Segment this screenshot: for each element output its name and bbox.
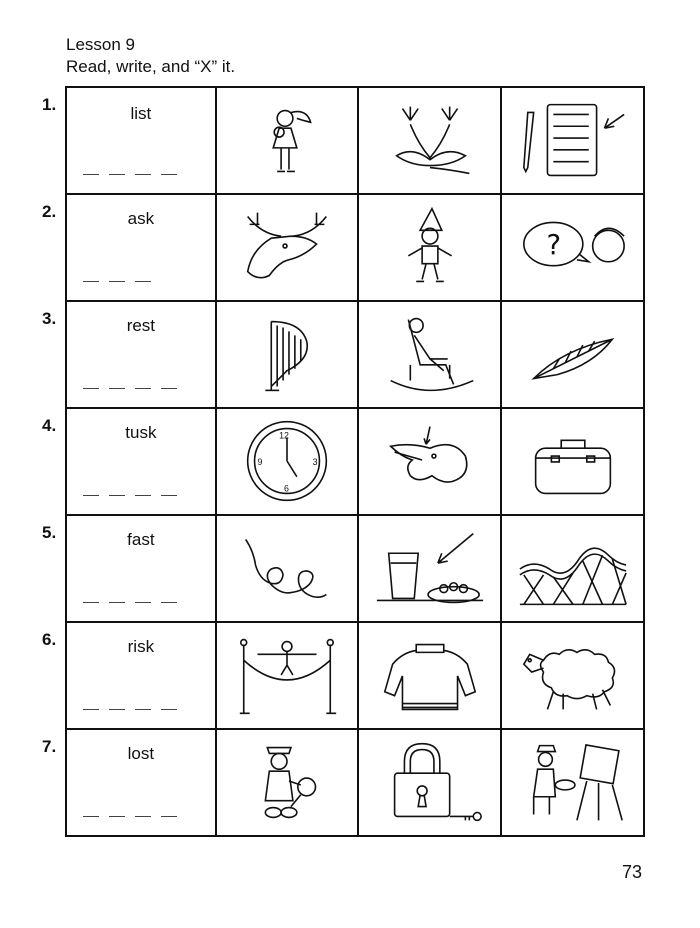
word-label: lost [127, 744, 155, 763]
roller-coaster-icon [514, 522, 632, 614]
padlock-and-key-icon [371, 736, 489, 828]
elephant-head-icon [371, 415, 489, 507]
picture-cell-moose-head[interactable] [217, 193, 360, 302]
worksheet-grid [42, 86, 645, 837]
lesson-title: Lesson 9 [66, 35, 135, 54]
svg-text:3: 3 [312, 456, 318, 467]
picture-cell-sheep[interactable] [502, 621, 645, 730]
picture-cell-feather[interactable] [502, 300, 645, 409]
question-speech-bubble-icon [514, 201, 632, 293]
picture-cell-tightrope-walker[interactable] [217, 621, 360, 730]
row-number: 6. [42, 630, 57, 649]
write-blanks[interactable] [83, 816, 177, 817]
write-blanks[interactable] [83, 709, 177, 710]
picture-cell-suitcase[interactable] [502, 407, 645, 516]
sheep-icon [514, 629, 632, 721]
worksheet-row [42, 623, 645, 730]
numbered-list-icon [514, 95, 632, 187]
moose-head-icon [228, 201, 346, 293]
picture-cell-numbered-list[interactable] [502, 88, 645, 195]
svg-text:12: 12 [279, 429, 290, 440]
write-blanks[interactable] [83, 602, 177, 603]
picture-cell-elephant-head[interactable] [359, 407, 502, 516]
instructions: Read, write, and “X” it. [66, 57, 236, 76]
word-cell [67, 193, 217, 302]
picture-cell-thistle-plant[interactable] [359, 88, 502, 195]
worksheet-row [42, 730, 645, 837]
picture-cell-girl-with-flower[interactable] [217, 88, 360, 195]
worksheet-row [42, 516, 645, 623]
picture-cell-painter-at-easel[interactable] [502, 728, 645, 837]
glass-and-cookies-icon [371, 522, 489, 614]
worksheet-row [42, 195, 645, 302]
picture-cell-padlock-and-key[interactable] [359, 728, 502, 837]
word-cell [67, 407, 217, 516]
picture-cell-harp[interactable] [217, 300, 360, 409]
picture-cell-clock[interactable] [217, 407, 360, 516]
lesson-header [66, 34, 235, 78]
row-number: 2. [42, 202, 57, 221]
row-number: 5. [42, 523, 57, 542]
picture-cell-glass-and-cookies[interactable] [359, 514, 502, 623]
rope-coil-icon [228, 522, 346, 614]
word-label: list [130, 104, 152, 123]
write-blanks[interactable] [83, 281, 151, 282]
picture-cell-detective-with-magnifier[interactable] [217, 728, 360, 837]
word-label: ask [127, 209, 155, 228]
picture-cell-sweater[interactable] [359, 621, 502, 730]
painter-at-easel-icon [514, 736, 632, 828]
harp-icon [228, 308, 346, 400]
word-label: risk [127, 637, 155, 656]
page-number: 73 [621, 862, 642, 882]
sweater-icon [371, 629, 489, 721]
write-blanks[interactable] [83, 388, 177, 389]
write-blanks[interactable] [83, 174, 177, 175]
row-number: 3. [42, 309, 57, 328]
svg-text:6: 6 [284, 482, 290, 493]
svg-text:9: 9 [257, 456, 263, 467]
person-in-rocking-chair-icon [371, 308, 489, 400]
suitcase-icon [514, 415, 632, 507]
picture-cell-elf[interactable] [359, 193, 502, 302]
write-blanks[interactable] [83, 495, 177, 496]
word-cell [67, 728, 217, 837]
clock-icon [228, 415, 346, 507]
word-cell [67, 514, 217, 623]
elf-icon [371, 201, 489, 293]
tightrope-walker-icon [228, 629, 346, 721]
worksheet-row [42, 302, 645, 409]
row-number: 7. [42, 737, 57, 756]
word-cell [67, 621, 217, 730]
row-number: 4. [42, 416, 57, 435]
word-cell [67, 88, 217, 195]
svg-text:?: ? [546, 228, 561, 261]
girl-with-flower-icon [228, 95, 346, 187]
word-label: rest [126, 316, 156, 335]
row-number: 1. [42, 95, 57, 114]
picture-cell-roller-coaster[interactable] [502, 514, 645, 623]
word-label: fast [127, 530, 155, 549]
picture-cell-person-in-rocking-chair[interactable] [359, 300, 502, 409]
picture-cell-rope-coil[interactable] [217, 514, 360, 623]
feather-icon [514, 308, 632, 400]
thistle-plant-icon [371, 95, 489, 187]
worksheet-row [42, 409, 645, 516]
word-label: tusk [125, 423, 157, 442]
word-cell [67, 300, 217, 409]
detective-with-magnifier-icon [228, 736, 346, 828]
picture-cell-question-speech-bubble[interactable] [502, 193, 645, 302]
worksheet-row [42, 88, 645, 195]
